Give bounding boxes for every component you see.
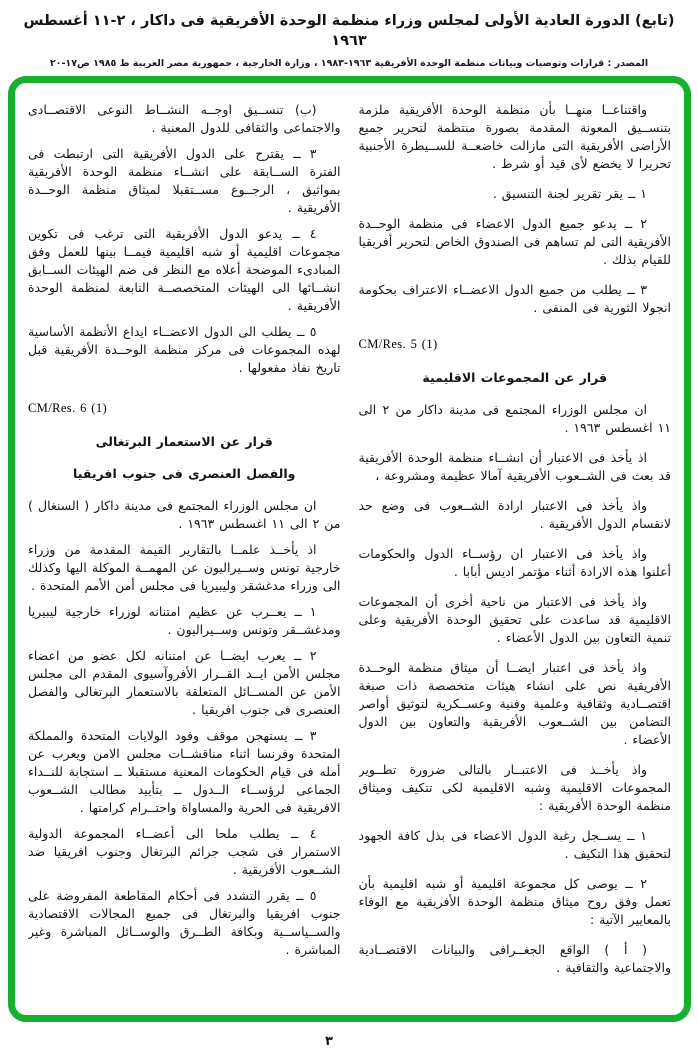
page-header — [0, 0, 698, 69]
numbered-clause: ١ ــ يعــرب عن عظيم امتنانه لوزراء خارجية ليبيريا ومدغشــقر وتونس وســيراليون . — [28, 604, 341, 637]
numbered-clause: ٢ ــ يوصى كل مجموعة اقليمية أو شبه اقليمية بأن تعمل وفق روح ميثاق منظمة الوحدة الأفريقية مع الوفاء بالمعايير الآتية : — [358, 876, 671, 927]
resolution-title: قرار عن الاستعمار البرتغالى — [95, 434, 273, 449]
resolution-code: CM/Res. 6 (1) — [28, 401, 108, 415]
resolution-code: CM/Res. 5 (1) — [358, 337, 438, 351]
numbered-clause: ٥ ــ يقرر التشدد فى أحكام المقاطعة المفروضة على جنوب افريقيا والبرتغال فى جميع المجالات الاقتصادية والســياســية وبكافة الطــرق والوســائل المباشرة وغير المباشرة . — [28, 888, 341, 957]
resolution-title: قرار عن المجموعات الاقليمية — [422, 370, 608, 385]
numbered-clause: ١ ــ يقر تقرير لجنة التنسيق . — [492, 186, 647, 201]
numbered-clause: ٤ ــ يطلب ملحا الى أعضــاء المجموعة الدولية الاستمرار فى شجب جرائم البرتغال وجنوب افريقيا ضد الشــعوب الأفريقية . — [28, 826, 341, 877]
resolution-title: والفصل العنصرى فى جنوب افريقيا — [73, 466, 296, 481]
paragraph: اذ يأخذ فى الاعتبار أن انشــاء منظمة الوحدة الأفريقية قد بعث فى الشــعوب الأفريقية آمالا عظيمة ومشروعة ، — [358, 450, 671, 483]
numbered-clause: ١ ــ يســجل رغبة الدول الاعضاء فى بذل كافة الجهود لتحقيق هذا التكيف . — [358, 828, 671, 861]
paragraph: واذ يأخذ فى اعتبار ايضــا أن ميثاق منظمة الوحــدة الأفريقية نص على انشاء هيئات متخصصة ذات صبغة اقتصــادية وثقافية وعلمية وفنية وعســكرية لتوثيق أواصر التضامن بين الشــعوب الأفريقية والتعاون بين الدول الأعضاء . — [358, 660, 671, 747]
numbered-clause: ٥ ــ يطلب الى الدول الاعضــاء ايداع الأنظمة الأساسية لهذه المجموعات فى مركز منظمة الوحــدة الأفريقية قبل تاريخ نفاذ مفعولها . — [28, 324, 341, 375]
paragraph: ان مجلس الوزراء المجتمع فى مدينة داكار من ٢ الى ١١ اغسطس ١٩٦٣ . — [358, 402, 671, 435]
source-line: المصدر : قرارات وتوصيات وبيانات منظمة الوحدة الأفريقية ١٩٦٣-١٩٨٣ ، وزارة الخارجية ، جمهورية مصر العربية ط ١٩٨٥ ص١٧-٢٠ — [49, 58, 649, 69]
paragraph: واذ يأخذ فى الاعتبار ارادة الشــعوب فى وضع حد لانقسام الدول الأفريقية . — [358, 498, 671, 531]
paragraph: واذ يأخذ فى الاعتبار ان رؤســاء الدول والحكومات أعلنوا هذه الارادة أثناء مؤتمر اديس أبابا . — [358, 546, 671, 579]
column-right — [359, 101, 672, 1007]
column-left — [28, 101, 341, 1007]
paragraph: واذ يأخذ فى الاعتبار من ناحية أخرى أن المجموعات الاقليمية قد ساعدت على تحقيق الوحدة الأفريقية وعلى تنمية التعاون بين الدول الأعضاء . — [358, 594, 671, 645]
session-title: (تابع) الدورة العادية الأولى لمجلس وزراء منظمة الوحدة الأفريقية فى داكار ، ٢-١١ أغسطس ١٩٦٣ — [23, 13, 675, 49]
numbered-clause: (ب) تنســيق اوجــه النشــاط النوعى الاقتصــادى والاجتماعى والثقافى للدول المعنية . — [28, 102, 341, 135]
page-number: ٣ — [325, 1034, 333, 1049]
numbered-clause: ٢ ــ يدعو جميع الدول الاعضاء فى منظمة الوحــدة الأفريقية التى لم تساهم فى الصندوق الخاص لتحرير أفريقيا للقيام بذلك . — [358, 216, 671, 267]
paragraph: واقتناعــا منهــا بأن منظمة الوحدة الأفريقية ملزمة بتنســيق المعونة المقدمة بصورة منتظمة لتحرير جميع الأراضى الأفريقية التى مازالت خاضعــة للســيطرة الأجنبية تحريرا لا يخضع لأى قيد أو شرط . — [358, 102, 671, 171]
numbered-clause: ٢ ــ يعرب ايضــا عن امتنانه لكل عضو من اعضاء مجلس الأمن ايــد القــرار الأفروآسيوى المقدم الى مجلس الأمن عن المســائل المتعلقة بالاستعمار البرتغالى والفصل العنصرى فى جنوب افريقيا . — [28, 648, 341, 717]
text-columns — [28, 101, 671, 1007]
numbered-clause: ٤ ــ يدعو الدول الأفريقية التى ترغب فى تكوين مجموعات اقليمية أو شبه اقليمية فيمــا بينها للعمل وفق المبادىء الموضحة أعلاه مع النظر فى ضم الهيئات الســابق انشــائها الى الهيئات المتخصصــة التابعة لمنظمة الوحدة الأفريقية . — [28, 226, 341, 313]
paragraph: واذ يأخــذ فى الاعتبــار بالتالى ضرورة تطــوير المجموعات الاقليمية وشبه الاقليمية لكى تتكيف وميثاق منظمة الوحدة الأفريقية : — [358, 762, 671, 813]
numbered-clause: ٣ ــ يطلب من جميع الدول الاعضــاء الاعتراف بحكومة انجولا الثورية فى المنفى . — [358, 282, 671, 315]
paragraph: ان مجلس الوزراء المجتمع فى مدينة داكار ( السنغال ) من ٢ الى ١١ اغسطس ١٩٦٣ . — [28, 498, 341, 531]
content-frame — [8, 76, 691, 1022]
numbered-clause: ٣ ــ يقترح على الدول الأفريقية التى ارتبطت فى الفترة الســابقة على انشــاء منظمة الوحدة الأفريقية بمواثيق ، الرجــوع مســتقبلا لميثاق منظمة الوحــدة الأفريقية . — [28, 146, 341, 215]
paragraph: اذ يأخــذ علمــا بالتقارير القيمة المقدمة من وزراء خارجية تونس وســيراليون عن المهمــة الموكلة اليها وكذلك الى وزراء مدغشقر وليبيريا فى مجلس أمن الأمم المتحدة . — [28, 542, 341, 593]
numbered-clause: ( أ ) الواقع الجغــرافى والبيانات الاقتصــادية والاجتماعية والثقافية . — [358, 942, 671, 975]
numbered-clause: ٣ ــ يستهجن موقف وفود الولايات المتحدة والمملكة المتحدة وفرنسا اثناء مناقشــات مجلس الامن ويعرب عن أمله فى قيام الحكومات المعنية مستقبلا ــ استجابة للنــداء الجماعى لرؤســاء الــدول ــ بتأييد مطالب الشــعوب الافريقية فى الحرية والمساواة واحتــرام كرامتها . — [28, 728, 341, 815]
